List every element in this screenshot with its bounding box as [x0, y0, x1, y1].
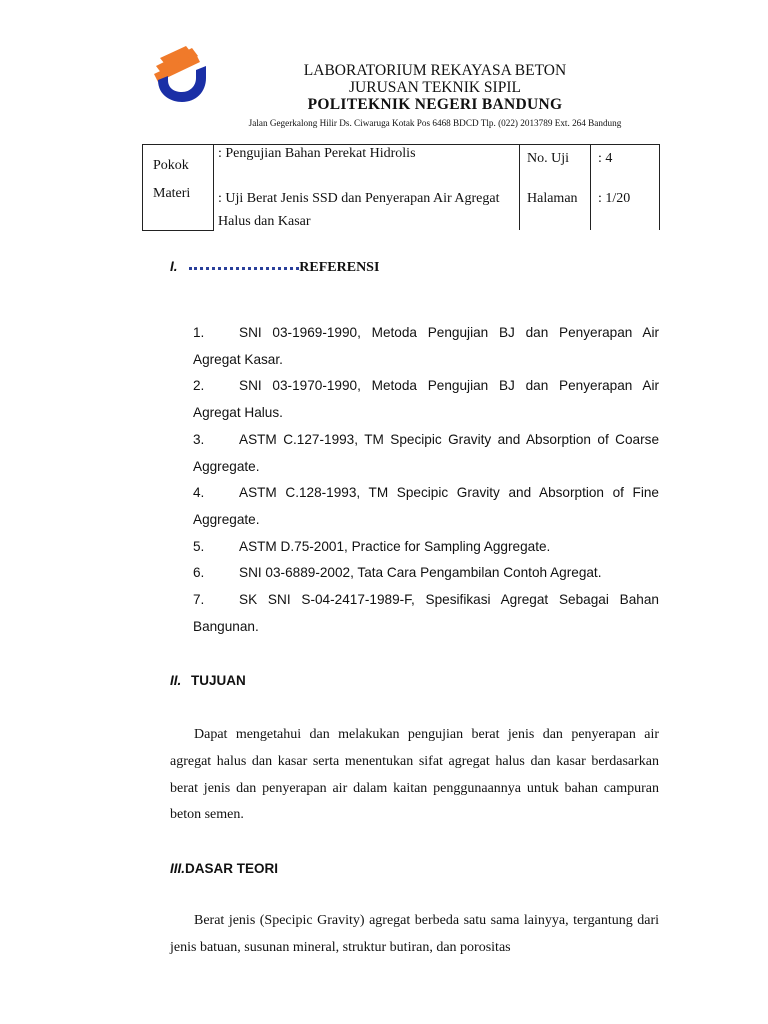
halaman-label-cell	[520, 183, 591, 230]
reference-item: 7. SK SNI S-04-2417-1989-F, Spesifikasi Agregat Sebagai Bahan Bangunan.	[193, 592, 659, 634]
section-dasar-teori-heading	[170, 861, 278, 876]
header-address: Jalan Gegerkalong Hilir Ds. Ciwaruga Kotak Pos 6468 BDCD Tlp. (022) 2013789 Ext. 264 Bandung	[248, 118, 622, 128]
dasar-teori-paragraph: Berat jenis (Specipic Gravity) agregat berbeda satu sama lainyya, tergantung dari jenis batuan, susunan mineral, struktur butiran, dan porositas	[170, 913, 659, 955]
halaman-label: Halaman	[527, 191, 578, 206]
section-referensi-heading	[170, 259, 379, 276]
section-title: TUJUAN	[191, 673, 246, 688]
subject-2: : Uji Berat Jenis SSD dan Penyerapan Air Agregat Halus dan Kasar	[218, 191, 500, 229]
section-title: DASAR TEORI	[185, 861, 279, 876]
reference-item: 6. SNI 03-6889-2002, Tata Cara Pengambilan Contoh Agregat.	[193, 565, 602, 581]
section-number: II.	[170, 673, 182, 688]
tujuan-paragraph: Dapat mengetahui dan melakukan pengujian berat jenis dan penyerapan air agregat halus dan kasar serta menentukan sifat agregat halus dan kasar berdasarkan berat jenis dan penyerapan air dalam kaitan penggunaannya untuk bahan campuran beton semen.	[170, 727, 659, 823]
reference-list	[193, 320, 659, 640]
reference-item: 5. ASTM D.75-2001, Practice for Sampling Aggregate.	[193, 538, 551, 554]
dotted-leader	[189, 263, 299, 270]
section-number: III.	[170, 861, 186, 876]
no-uji-label-cell	[520, 145, 591, 184]
reference-item: 1. SNI 03-1969-1990, Metoda Pengujian BJ dan Penyerapan Air Agregat Kasar.	[193, 325, 659, 367]
reference-item: 3. ASTM C.127-1993, TM Specipic Gravity and Absorption of Coarse Aggregate.	[193, 431, 659, 474]
halaman-value-cell	[591, 183, 660, 230]
header-lab-name: LABORATORIUM REKAYASA BETON	[303, 62, 567, 79]
pokok-materi-label-cell	[143, 145, 214, 231]
meta-table	[142, 144, 660, 231]
header-department: JURUSAN TEKNIK SIPIL	[349, 79, 521, 96]
no-uji-value-cell	[591, 145, 660, 184]
reference-item: 4. ASTM C.128-1993, TM Specipic Gravity and Absorption of Fine Aggregate.	[193, 485, 659, 527]
section-number: I.	[170, 259, 178, 274]
reference-item: 2. SNI 03-1970-1990, Metoda Pengujian BJ dan Penyerapan Air Agregat Halus.	[193, 378, 659, 421]
institution-logo-icon	[152, 44, 208, 102]
header-institution: POLITEKNIK NEGERI BANDUNG	[307, 96, 563, 113]
document-header	[220, 62, 650, 129]
no-uji-label: No. Uji	[527, 151, 569, 166]
halaman-value: : 1/20	[598, 191, 631, 206]
section-title: REFERENSI	[299, 260, 380, 275]
subject-1: : Pengujian Bahan Perekat Hidrolis	[218, 146, 416, 161]
pokok-label: Pokok	[153, 158, 189, 173]
section-tujuan-heading	[170, 673, 246, 688]
materi-label: Materi	[153, 186, 191, 201]
no-uji-value: : 4	[598, 151, 613, 166]
subject-cell-2	[214, 183, 520, 230]
subject-cell-1	[214, 145, 520, 184]
